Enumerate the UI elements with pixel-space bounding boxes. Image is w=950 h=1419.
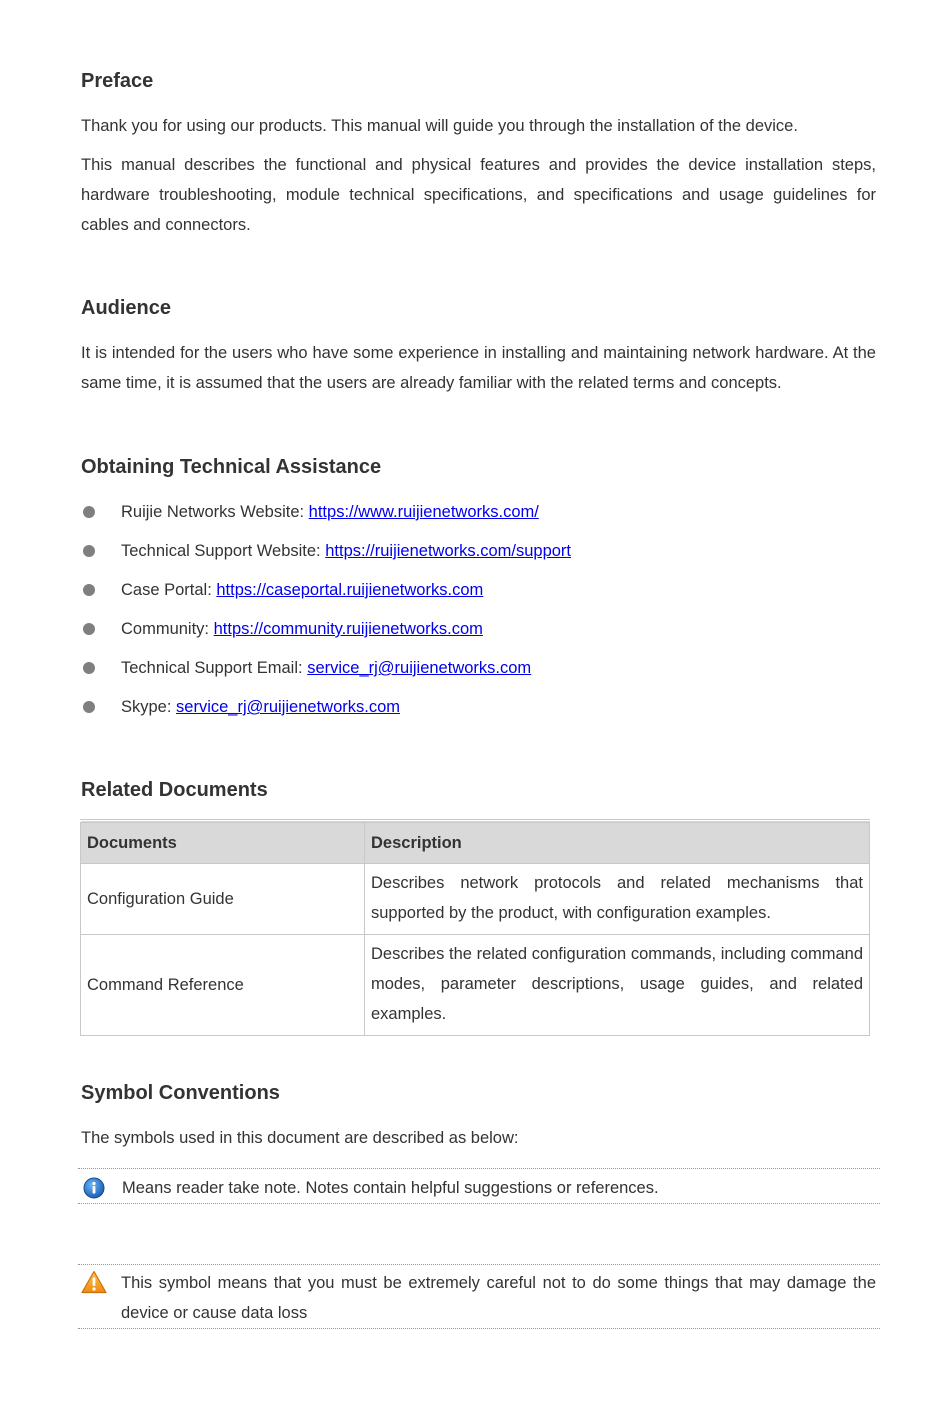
bullet-icon [83, 545, 95, 557]
bullet-icon [83, 662, 95, 674]
column-header-description: Description [365, 821, 870, 864]
related-documents-table [80, 819, 870, 1036]
note-text: Means reader take note. Notes contain helpful suggestions or references. [122, 1179, 659, 1197]
warning-text: This symbol means that you must be extremely careful not to do some things that may damage the device or cause data loss [121, 1274, 876, 1322]
preface-paragraph-1: Thank you for using our products. This manual will guide you through the installation of the device. [81, 117, 798, 135]
support-email-link[interactable]: service_rj@ruijienetworks.com [307, 659, 532, 677]
support-website-link[interactable]: https://ruijienetworks.com/support [325, 542, 572, 560]
note-bottom-divider [78, 1203, 880, 1204]
list-item-label: Skype: [121, 698, 177, 716]
case-portal-link[interactable]: https://caseportal.ruijienetworks.com [216, 581, 484, 599]
document-description-cell: Describes the related configuration commands, including command modes, parameter descriptions, usage guides, and related examples. [365, 935, 870, 1036]
info-icon [83, 1177, 105, 1199]
bullet-icon [83, 506, 95, 518]
bullet-icon [83, 701, 95, 713]
symbols-intro: The symbols used in this document are described as below: [81, 1129, 519, 1147]
warning-top-divider [78, 1264, 880, 1265]
list-item-label: Technical Support Website: [121, 542, 326, 560]
table-header-row [81, 821, 870, 864]
document-description-cell: Describes network protocols and related mechanisms that supported by the product, with configuration examples. [365, 864, 870, 935]
table-row [81, 935, 870, 1036]
audience-paragraph: It is intended for the users who have some experience in installing and maintaining network hardware. At the same time, it is assumed that the users are already familiar with the related terms and concepts. [81, 344, 876, 392]
document-name-cell: Command Reference [81, 935, 365, 1036]
list-item-label: Community: [121, 620, 214, 638]
table-row [81, 864, 870, 935]
skype-link[interactable]: service_rj@ruijienetworks.com [176, 698, 401, 716]
list-item-label: Technical Support Email: [121, 659, 308, 677]
warning-icon [81, 1270, 107, 1294]
preface-paragraph-2: This manual describes the functional and physical features and provides the device installation steps, hardware troubleshooting, module technical specifications, and specifications and usage guidelines for cables and connectors. [81, 156, 876, 234]
community-link[interactable]: https://community.ruijienetworks.com [213, 620, 483, 638]
preface-heading: Preface [81, 70, 154, 92]
bullet-icon [83, 584, 95, 596]
website-link[interactable]: https://www.ruijienetworks.com/ [308, 503, 539, 521]
column-header-documents: Documents [81, 821, 365, 864]
related-documents-heading: Related Documents [81, 779, 268, 801]
bullet-icon [83, 623, 95, 635]
warning-bottom-divider [78, 1328, 880, 1329]
audience-heading: Audience [81, 297, 172, 319]
document-name-cell: Configuration Guide [81, 864, 365, 935]
list-item-label: Case Portal: [121, 581, 217, 599]
symbol-conventions-heading: Symbol Conventions [81, 1082, 280, 1104]
assistance-heading: Obtaining Technical Assistance [81, 456, 382, 478]
list-item-label: Ruijie Networks Website: [121, 503, 309, 521]
note-top-divider [78, 1168, 880, 1169]
